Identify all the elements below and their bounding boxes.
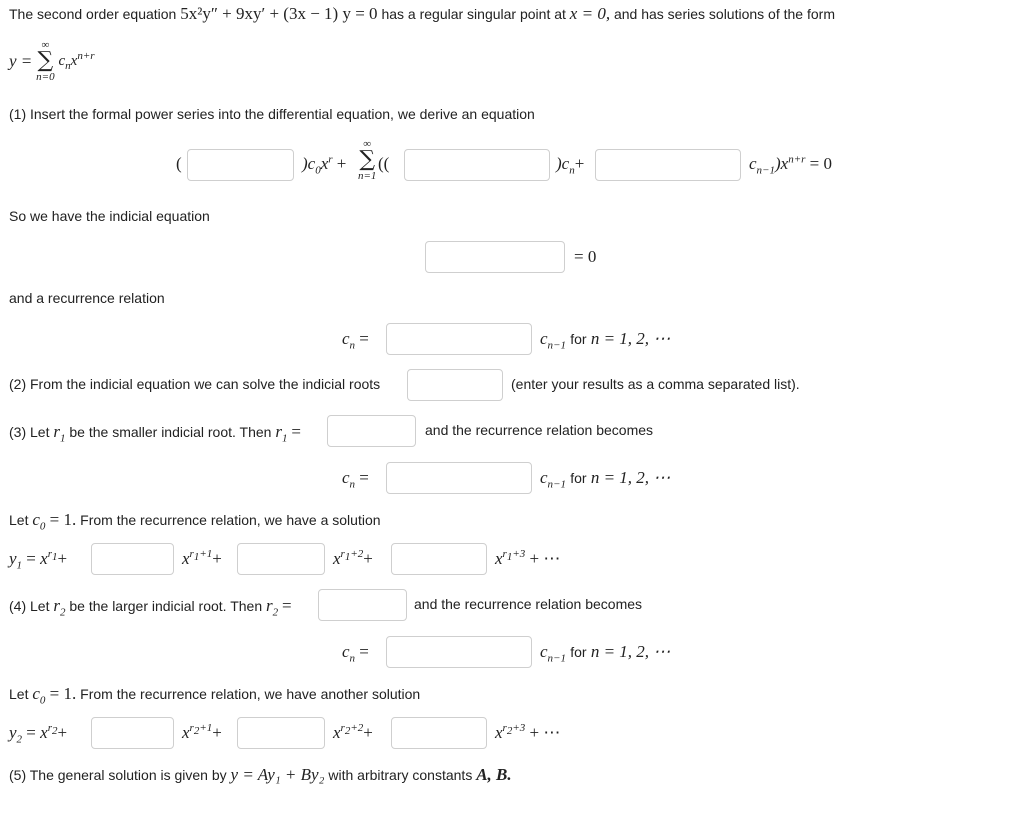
recurrence-label: and a recurrence relation: [9, 290, 165, 306]
step5-text: (5) The general solution is given by y = Ay₁ + By₂ with arbitrary constants A, B.: [9, 765, 512, 784]
sigma-symbol: ∞ ∑ n=1: [358, 138, 377, 182]
y1-term3: $x^{r_1+3}$ + ⋯: [495, 548, 561, 568]
sigma-symbol: ∞ ∑ n=0: [36, 39, 55, 83]
problem-statement: The second order equation 5x²y″ + 9xy′ + (3x − 1) y = 0 has a regular singular point at x = 0, and has series solutions of the form: [9, 4, 835, 23]
y1-coef1-input[interactable]: [91, 543, 174, 575]
y1-coef3-input[interactable]: [391, 543, 487, 575]
coef-cn-input[interactable]: [404, 149, 550, 181]
ode-equation: 5x²y″ + 9xy′ + (3x − 1) y = 0: [180, 4, 378, 23]
step2-hint: (enter your results as a comma separated list).: [511, 376, 800, 392]
y1-term1: $x^{r_1+1}+$: [182, 548, 222, 568]
step3-solution-text: Let $c_0 = 1$. From the recurrence relation, we have a solution: [9, 510, 381, 533]
step4-solution-text: Let $c_0 = 1$. From the recurrence relation, we have another solution: [9, 684, 421, 707]
y2-term2: $x^{r_2+2}+$: [333, 722, 373, 742]
c0-term: )$c_0x^r$ +: [302, 153, 347, 177]
y2-term3: $x^{r_2+3}$ + ⋯: [495, 722, 561, 742]
cn-term: )$c_n+$: [556, 154, 585, 177]
coef-c0-input[interactable]: [187, 149, 294, 181]
y1-term2: $x^{r_1+2}+$: [333, 548, 373, 568]
recurrence-lhs: $c_n$ =: [342, 329, 369, 352]
step4-recurrence-text: and the recurrence relation becomes: [414, 596, 643, 612]
open-paren: (: [176, 154, 182, 173]
y1-lhs: $y_1 = x^{r_1}+$: [9, 548, 68, 572]
open-double-paren: ((: [378, 154, 390, 173]
recurrence-r2-rhs: $c_{n-1}$ for n = 1, 2, ⋯: [540, 642, 671, 665]
singular-point: x = 0,: [569, 4, 611, 23]
coef-cn-1-input[interactable]: [595, 149, 741, 181]
series-form: y = ∞ ∑ n=0 $c_nx^{n+r}$: [9, 39, 95, 83]
recurrence-r1-input[interactable]: [386, 462, 532, 494]
indicial-eq-zero: = 0: [574, 247, 597, 266]
y2-term1: $x^{r_2+1}+$: [182, 722, 222, 742]
step3-text: (3) Let $r_1$ be the smaller indicial root. Then $r_1$ =: [9, 422, 301, 445]
indicial-label: So we have the indicial equation: [9, 208, 210, 224]
step1-text: (1) Insert the formal power series into the differential equation, we derive an equation: [9, 106, 535, 122]
r2-input[interactable]: [318, 589, 407, 621]
recurrence-r1-rhs: $c_{n-1}$ for n = 1, 2, ⋯: [540, 468, 671, 491]
indicial-roots-input[interactable]: [407, 369, 503, 401]
y2-coef3-input[interactable]: [391, 717, 487, 749]
y2-coef1-input[interactable]: [91, 717, 174, 749]
step4-text: (4) Let $r_2$ be the larger indicial root. Then $r_2$ =: [9, 596, 292, 619]
recurrence-input[interactable]: [386, 323, 532, 355]
y1-coef2-input[interactable]: [237, 543, 325, 575]
recurrence-rhs: $c_{n-1}$ for n = 1, 2, ⋯: [540, 329, 671, 352]
y2-lhs: $y_2 = x^{r_2}+$: [9, 722, 68, 746]
recurrence-r2-lhs: $c_n$ =: [342, 642, 369, 665]
cn-1-term: $c_{n-1})x^{n+r} = 0$: [749, 153, 833, 177]
indicial-equation-input[interactable]: [425, 241, 565, 273]
step2-text: (2) From the indicial equation we can solve the indicial roots: [9, 376, 381, 392]
recurrence-r2-input[interactable]: [386, 636, 532, 668]
step3-recurrence-text: and the recurrence relation becomes: [425, 422, 654, 438]
r1-input[interactable]: [327, 415, 416, 447]
recurrence-r1-lhs: $c_n$ =: [342, 468, 369, 491]
y2-coef2-input[interactable]: [237, 717, 325, 749]
